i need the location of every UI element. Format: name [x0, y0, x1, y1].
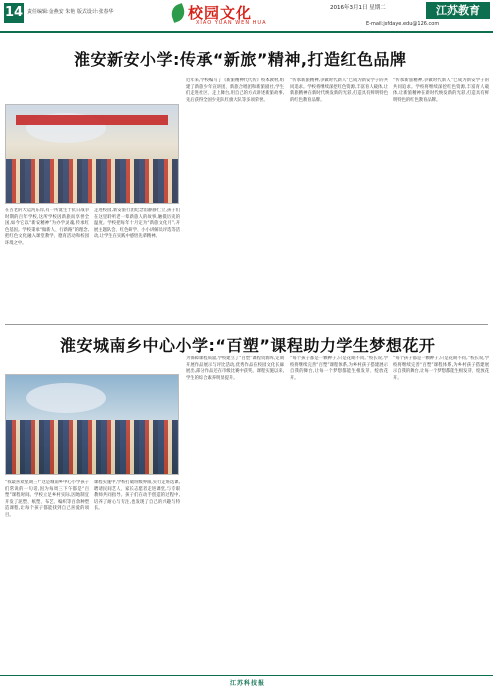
article1-column-1: [5, 208, 89, 320]
article1-col3-text: 近年来,学校编写了《新旅精神代代传》校本教材,组建了新旅少年宣讲团、新旅合唱团和新旅剧社,学生们走进社区、走上舞台,用自己的方式讲述新旅故事,先后获得全国少先队红旗大队等多项荣誉。: [186, 78, 284, 103]
section-title: 校园文化: [188, 4, 253, 22]
brand-email: E-mail:jsfdaye.edu@126.com: [366, 21, 440, 27]
article2-col2-text: 课程实施中,学校打破班级界限,实行走班选课,聘请民间艺人、家长志愿者走进课堂,与专职教师共同指导。孩子们在动手创造的过程中,培养了耐心与专注,也发现了自己的兴趣与特长。: [94, 480, 180, 512]
article2-column-5: [393, 356, 489, 670]
article1-column-5: [393, 78, 489, 320]
article1-headline: 淮安新安小学:传承“新旅”精神,打造红色品牌: [74, 50, 407, 69]
masthead: [0, 0, 493, 30]
article2-column-2: [94, 480, 180, 670]
article2-column-1: [5, 480, 89, 670]
brand-logo: 江苏教育: [426, 2, 490, 19]
article2-col1-text: “我最喜欢星期三!”这是城南乡中心小学孩子们常说的一句话,因为每周三下午都是“百塑”课程时间。学校立足乡村实际,因地制宜开发了泥塑、纸塑、布艺、编织等百余种塑造课程,让每个孩子都能找到自己喜爱的项目。: [5, 480, 89, 518]
article1-column-3: [186, 78, 284, 320]
article1-col4-text: “传承新旅精神,争做时代新人”已成为新安学子的共同追求。学校将继续深挖红色资源,丰富育人载体,让新旅精神在新时代焕发新的光彩,打造具有鲜明特色的红色教育品牌。: [290, 78, 388, 103]
article2-column-3: [186, 356, 284, 670]
article1-photo: [5, 104, 179, 204]
article1-col2-text: 走进校园,新安旅行团纪念馆静静伫立,孩子们在这里聆听老一辈新旅人的故事,触摸历史的温度。学校把每年十月定为“新旅文化月”,开展主题队会、红色研学、小小讲解员评选等活动,让学生在实践中感悟先辈精神。: [94, 208, 180, 240]
leaf-logo-icon: [169, 3, 188, 23]
article2-col3-text: 为保障课程质量,学校建立了“百塑”课程资源库,定期开展作品展示与评比活动,优秀作品在校园文化长廊展出,部分作品还在市级比赛中获奖。课程实施以来,学生的综合素养明显提升。: [186, 356, 284, 381]
article2-col4-text: “每个孩子都是一颗种子,只是花期不同。”校长说,学校将继续完善“百塑”课程体系,为乡村孩子搭建展示自我的舞台,让每一个梦想都能生根发芽、绽放花开。: [290, 356, 388, 381]
article2-headline: 淮安城南乡中心小学:“百塑”课程助力学生梦想花开: [60, 336, 436, 355]
section-subtitle: XIAO YUAN WEN HUA: [196, 20, 267, 26]
editors-credit: 责任编辑:金燕安 朱艳 版式设计:张春华: [27, 9, 114, 15]
article2-photo: [5, 374, 179, 475]
footer-publisher: 江苏科技报: [230, 680, 266, 687]
page-footer: [0, 675, 493, 688]
masthead-rule: [0, 31, 493, 33]
article1-col4b-text: “传承新旅精神,争做时代新人”已成为新安学子的共同追求。学校将继续深挖红色资源,丰富育人载体,让新旅精神在新时代焕发新的光彩,打造具有鲜明特色的红色教育品牌。: [393, 78, 489, 103]
issue-date: 2016年3月1日 星期二: [330, 5, 386, 11]
page-number: 14: [4, 3, 24, 23]
article1-column-2: [94, 208, 180, 320]
article2-col4b-text: “每个孩子都是一颗种子,只是花期不同。”校长说,学校将继续完善“百塑”课程体系,为乡村孩子搭建展示自我的舞台,让每一个梦想都能生根发芽、绽放花开。: [393, 356, 489, 381]
article1-column-4: [290, 78, 388, 320]
article1-col1-text: 在古老的大运河东岸,有一所诞生于抗日战争时期的百年学校,这所学校因新旅而享誉全国,如今它以“新安精神”为办学灵魂,传承红色基因。学校秉承“做新人、行新路”的理念,把红色文化融入课堂教学、德育活动和校园环境之中。: [5, 208, 89, 246]
section-divider: [5, 324, 488, 325]
article2-column-4: [290, 356, 388, 670]
